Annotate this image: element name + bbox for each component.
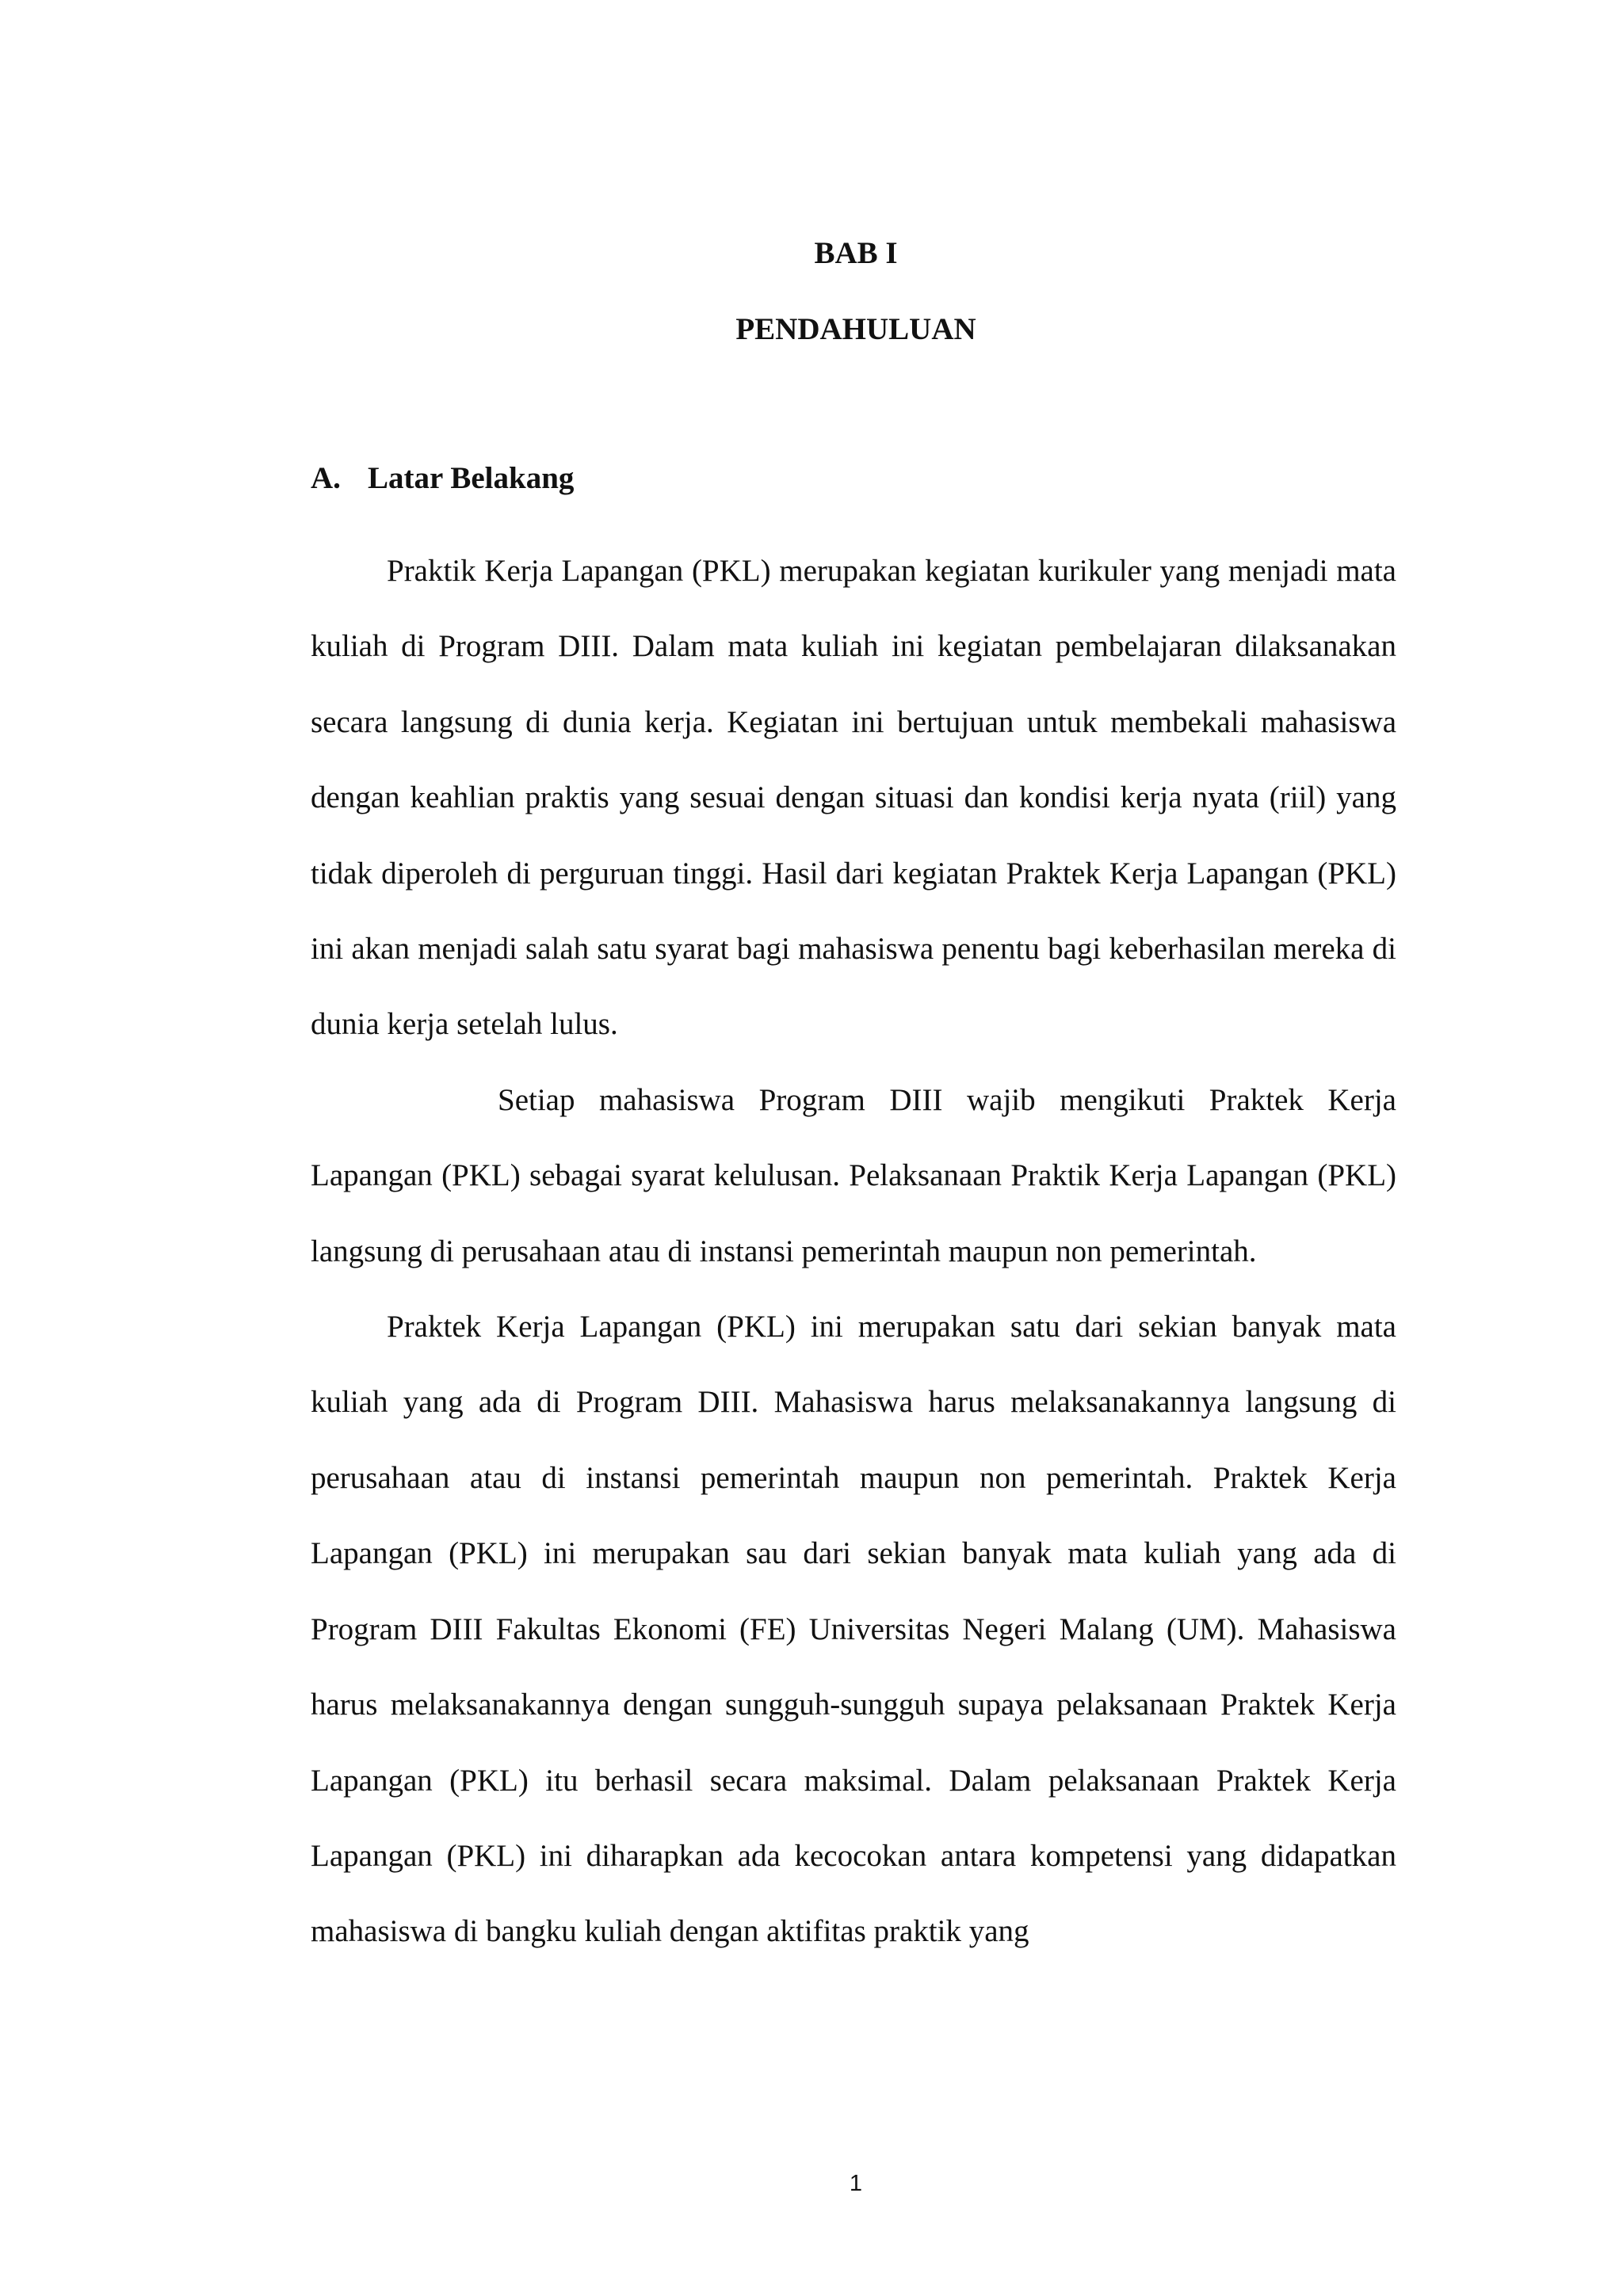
section-letter: A.: [311, 461, 341, 495]
chapter-label: BAB I: [814, 236, 898, 270]
body-text: [311, 533, 1396, 1970]
paragraph: Praktek Kerja Lapangan (PKL) ini merupakan satu dari sekian banyak mata kuliah yang ada di Program DIII. Mahasiswa harus melaksanakannya langsung di perusahaan atau di instansi pemerintah maupun non pemerintah. Praktek Kerja Lapangan (PKL) ini merupakan sau dari sekian banyak mata kuliah yang ada di Program DIII Fakultas Ekonomi (FE) Universitas Negeri Malang (UM). Mahasiswa harus melaksanakannya dengan sungguh-sungguh supaya pelaksanaan Praktek Kerja Lapangan (PKL) itu berhasil secara maksimal. Dalam pelaksanaan Praktek Kerja Lapangan (PKL) ini diharapkan ada kecocokan antara kompetensi yang didapatkan mahasiswa di bangku kuliah dengan aktifitas praktik yang: [311, 1310, 1396, 1949]
paragraph: Setiap mahasiswa Program DIII wajib mengikuti Praktek Kerja Lapangan (PKL) sebagai syarat kelulusan. Pelaksanaan Praktik Kerja Lapangan (PKL) langsung di perusahaan atau di instansi pemerintah maupun non pemerintah.: [311, 1082, 1396, 1268]
section-title: Latar Belakang: [368, 461, 575, 495]
page-number: 1: [849, 2171, 863, 2196]
section-heading: [311, 460, 574, 498]
chapter-title: PENDAHULUAN: [735, 312, 976, 346]
paragraph: Praktik Kerja Lapangan (PKL) merupakan kegiatan kurikuler yang menjadi mata kuliah di Program DIII. Dalam mata kuliah ini kegiatan pembelajaran dilaksanakan secara langsung di dunia kerja. Kegiatan ini bertujuan untuk membekali mahasiswa dengan keahlian praktis yang sesuai dengan situasi dan kondisi kerja nyata (riil) yang tidak diperoleh di perguruan tinggi. Hasil dari kegiatan Praktek Kerja Lapangan (PKL) ini akan menjadi salah satu syarat bagi mahasiswa penentu bagi keberhasilan mereka di dunia kerja setelah lulus.: [311, 554, 1396, 1042]
